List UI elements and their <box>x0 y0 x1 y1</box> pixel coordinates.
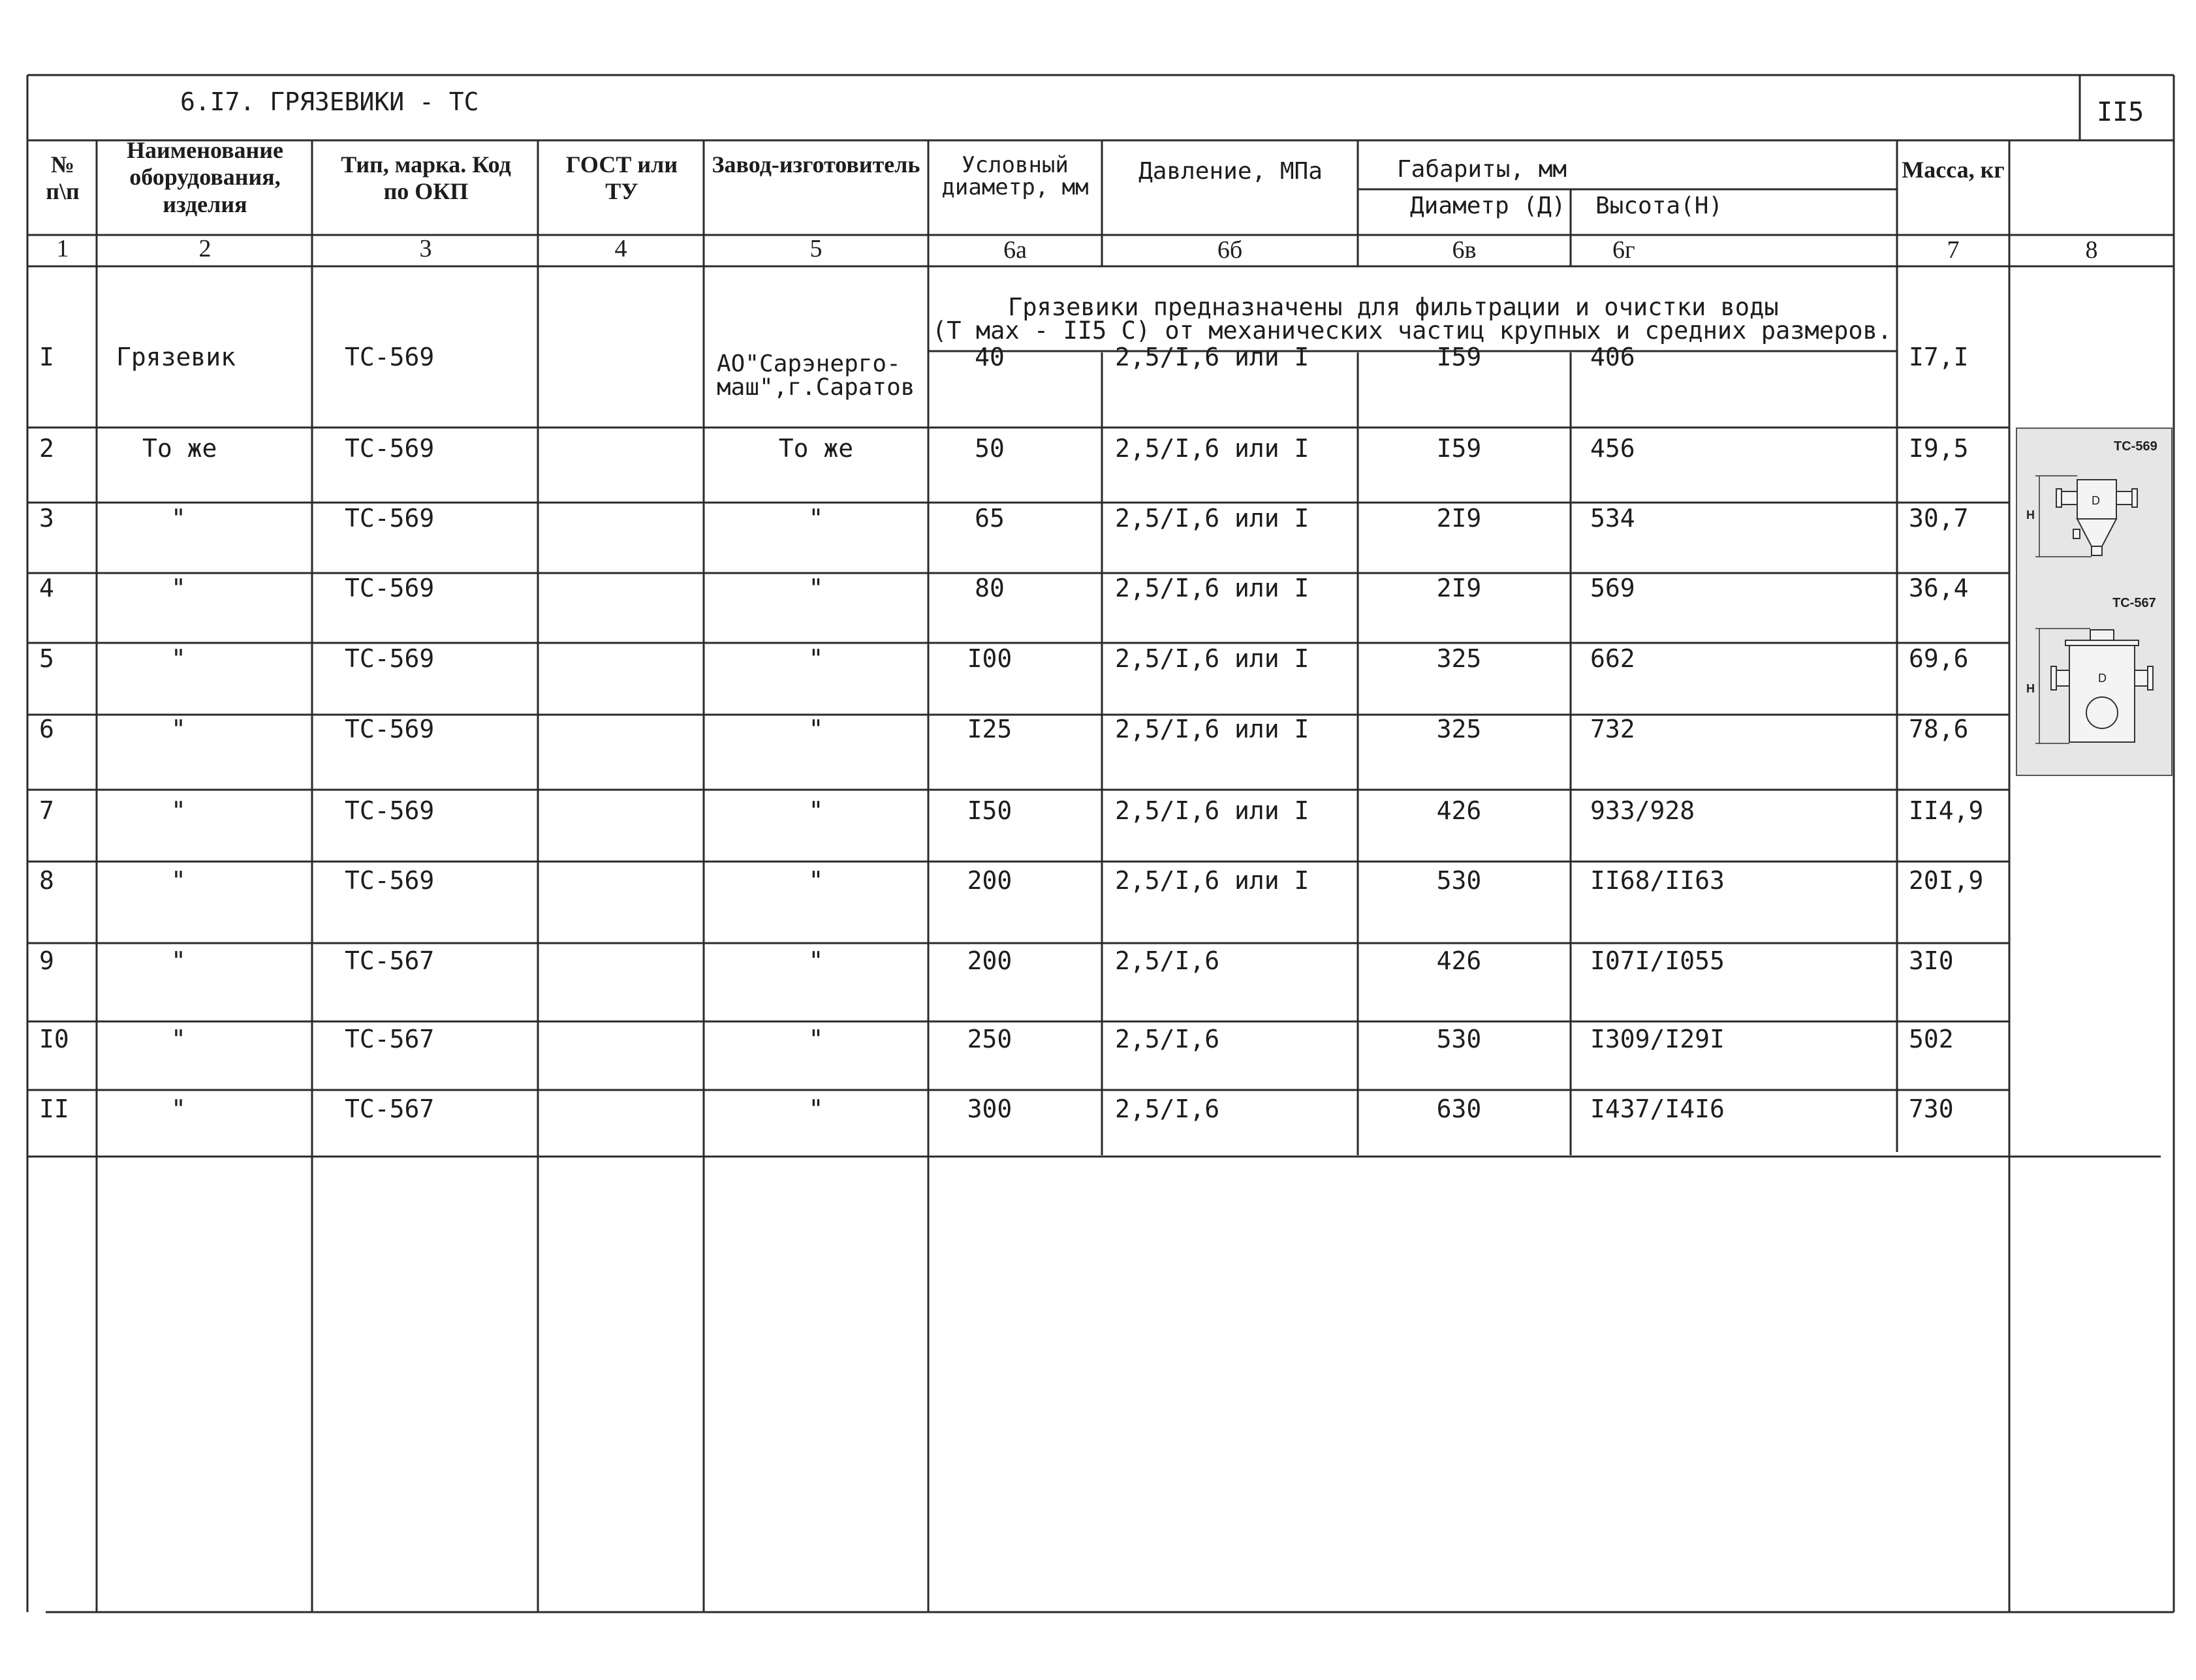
cell-pressure: 2,5/I,6 или I <box>1115 866 1310 895</box>
page-number: II5 <box>2097 97 2144 127</box>
cell-dn: 300 <box>967 1095 1012 1123</box>
cell-mass: 69,6 <box>1909 644 1969 673</box>
cell-h: 569 <box>1590 574 1635 602</box>
cell-h: I437/I4I6 <box>1590 1095 1725 1123</box>
col-number-3: 3 <box>419 235 432 262</box>
cell-dn: I25 <box>967 715 1012 743</box>
cell-name: " <box>171 644 186 673</box>
cell-dn: 65 <box>975 504 1005 533</box>
cell-pressure: 2,5/I,6 <box>1115 1025 1220 1053</box>
cell-h: I309/I29I <box>1590 1025 1725 1053</box>
cell-maker: " <box>808 796 824 825</box>
figure-label-tc567: ТС-567 <box>2112 596 2156 610</box>
cell-dn: 200 <box>967 866 1012 895</box>
figure-dim-h-top: H <box>2026 508 2035 521</box>
cell-name: " <box>171 866 186 895</box>
cell-name: " <box>171 504 186 533</box>
cell-n: I <box>39 343 54 371</box>
cell-pressure: 2,5/I,6 или I <box>1115 574 1310 602</box>
cell-maker: " <box>808 1025 824 1053</box>
figure-dim-d-bottom: D <box>2098 672 2107 685</box>
col-number-4: 4 <box>614 235 627 262</box>
cell-maker: То же <box>778 434 854 463</box>
cell-name: Грязевик <box>116 343 236 371</box>
cell-dn: 200 <box>967 946 1012 975</box>
col-header-gost: ГОСТ или ТУ <box>565 151 678 205</box>
cell-d: 630 <box>1436 1095 1482 1123</box>
cell-dn: 50 <box>975 434 1005 463</box>
cell-n: 6 <box>39 715 54 743</box>
cell-mass: 78,6 <box>1909 715 1969 743</box>
cell-d: 530 <box>1436 1025 1482 1053</box>
cell-h: 406 <box>1590 343 1635 371</box>
cell-pressure: 2,5/I,6 или I <box>1115 715 1310 743</box>
cell-d: 426 <box>1436 796 1482 825</box>
col-number-2: 2 <box>198 235 212 262</box>
cell-pressure: 2,5/I,6 или I <box>1115 644 1310 673</box>
cell-type: ТС-569 <box>345 866 435 895</box>
cell-dn: 40 <box>975 343 1005 371</box>
cell-name: " <box>171 1025 186 1053</box>
cell-mass: I7,I <box>1909 343 1969 371</box>
cell-name: " <box>171 715 186 743</box>
col-number-6v: 6в <box>1452 236 1477 264</box>
manufacturer-name: АО"Сарэнерго-маш",г.Саратов <box>717 350 915 401</box>
cell-n: 5 <box>39 644 54 673</box>
cell-maker: " <box>808 946 824 975</box>
cell-type: ТС-569 <box>345 796 435 825</box>
col-header-height: Высота(Н) <box>1595 193 1723 219</box>
col-header-number: № п\п <box>46 151 80 205</box>
cell-n: 3 <box>39 504 54 533</box>
cell-n: 7 <box>39 796 54 825</box>
cell-name: " <box>171 946 186 975</box>
col-number-6b: 6б <box>1217 236 1243 264</box>
col-number-8: 8 <box>2085 236 2098 264</box>
cell-pressure: 2,5/I,6 <box>1115 946 1220 975</box>
cell-n: 8 <box>39 866 54 895</box>
cell-d: I59 <box>1436 434 1482 463</box>
cell-mass: 3I0 <box>1909 946 1954 975</box>
cell-type: ТС-569 <box>345 644 435 673</box>
cell-name: " <box>171 796 186 825</box>
cell-d: I59 <box>1436 343 1482 371</box>
cell-mass: II4,9 <box>1909 796 1984 825</box>
cell-h: I07I/I055 <box>1590 946 1725 975</box>
col-header-dimensions: Габариты, мм <box>1397 156 1567 183</box>
note-line-2: (Т мах - II5 С) от механических частиц крупных и средних размеров. <box>932 317 1892 345</box>
cell-n: 4 <box>39 574 54 602</box>
cell-pressure: 2,5/I,6 или I <box>1115 343 1310 371</box>
cell-maker: " <box>808 866 824 895</box>
cell-dn: I00 <box>967 644 1012 673</box>
cell-name: То же <box>142 434 217 463</box>
cell-n: I0 <box>39 1025 69 1053</box>
figure-label-tc569: ТС-569 <box>2114 439 2157 454</box>
cell-type: ТС-569 <box>345 434 435 463</box>
col-header-nominal-diameter: Условный диаметр, мм <box>941 152 1089 200</box>
col-header-pressure: Давление, МПа <box>1138 158 1323 185</box>
cell-d: 2I9 <box>1436 504 1482 533</box>
cell-dn: 80 <box>975 574 1005 602</box>
col-number-6a: 6а <box>1003 236 1027 264</box>
cell-mass: 30,7 <box>1909 504 1969 533</box>
cell-type: ТС-567 <box>345 1025 435 1053</box>
cell-name: " <box>171 1095 186 1123</box>
cell-mass: 502 <box>1909 1025 1954 1053</box>
cell-maker: " <box>808 504 824 533</box>
cell-name: " <box>171 574 186 602</box>
cell-h: 732 <box>1590 715 1635 743</box>
cell-maker: " <box>808 715 824 743</box>
cell-h: II68/II63 <box>1590 866 1725 895</box>
cell-n: 9 <box>39 946 54 975</box>
cell-mass: 20I,9 <box>1909 866 1984 895</box>
cell-n: II <box>39 1095 69 1123</box>
cell-h: 456 <box>1590 434 1635 463</box>
figure-dim-h-bottom: H <box>2026 682 2035 695</box>
cell-mass: I9,5 <box>1909 434 1969 463</box>
cell-h: 933/928 <box>1590 796 1695 825</box>
cell-pressure: 2,5/I,6 или I <box>1115 796 1310 825</box>
cell-mass: 36,4 <box>1909 574 1969 602</box>
col-header-mass: Масса, кг <box>1902 157 2005 183</box>
cell-n: 2 <box>39 434 54 463</box>
cell-d: 2I9 <box>1436 574 1482 602</box>
col-header-manufacturer: Завод-изготовитель <box>712 151 920 178</box>
col-header-diameter: Диаметр (Д) <box>1410 193 1566 219</box>
equipment-drawing <box>2016 428 2172 776</box>
note-line-1: Грязевики предназначены для фильтрации и очистки воды <box>1008 293 1779 321</box>
cell-d: 530 <box>1436 866 1482 895</box>
cell-d: 426 <box>1436 946 1482 975</box>
col-header-type: Тип, марка. Код по ОКП <box>341 151 511 205</box>
col-number-6g: 6г <box>1612 236 1635 264</box>
cell-d: 325 <box>1436 715 1482 743</box>
col-number-1: 1 <box>56 235 69 262</box>
cell-dn: 250 <box>967 1025 1012 1053</box>
cell-type: ТС-567 <box>345 1095 435 1123</box>
cell-mass: 730 <box>1909 1095 1954 1123</box>
col-header-name: Наименование оборудования, изделия <box>127 137 283 217</box>
section-title: 6.I7. ГРЯЗЕВИКИ - ТС <box>180 87 479 116</box>
cell-type: ТС-567 <box>345 946 435 975</box>
cell-d: 325 <box>1436 644 1482 673</box>
cell-type: ТС-569 <box>345 504 435 533</box>
cell-type: ТС-569 <box>345 715 435 743</box>
cell-maker: " <box>808 574 824 602</box>
cell-h: 534 <box>1590 504 1635 533</box>
cell-type: ТС-569 <box>345 574 435 602</box>
cell-pressure: 2,5/I,6 <box>1115 1095 1220 1123</box>
figure-dim-d-top: D <box>2092 494 2100 507</box>
cell-type: ТС-569 <box>345 343 435 371</box>
cell-pressure: 2,5/I,6 или I <box>1115 434 1310 463</box>
col-number-7: 7 <box>1947 236 1960 264</box>
cell-h: 662 <box>1590 644 1635 673</box>
cell-dn: I50 <box>967 796 1012 825</box>
col-number-5: 5 <box>809 235 823 262</box>
cell-maker: " <box>808 1095 824 1123</box>
cell-maker: " <box>808 644 824 673</box>
cell-pressure: 2,5/I,6 или I <box>1115 504 1310 533</box>
